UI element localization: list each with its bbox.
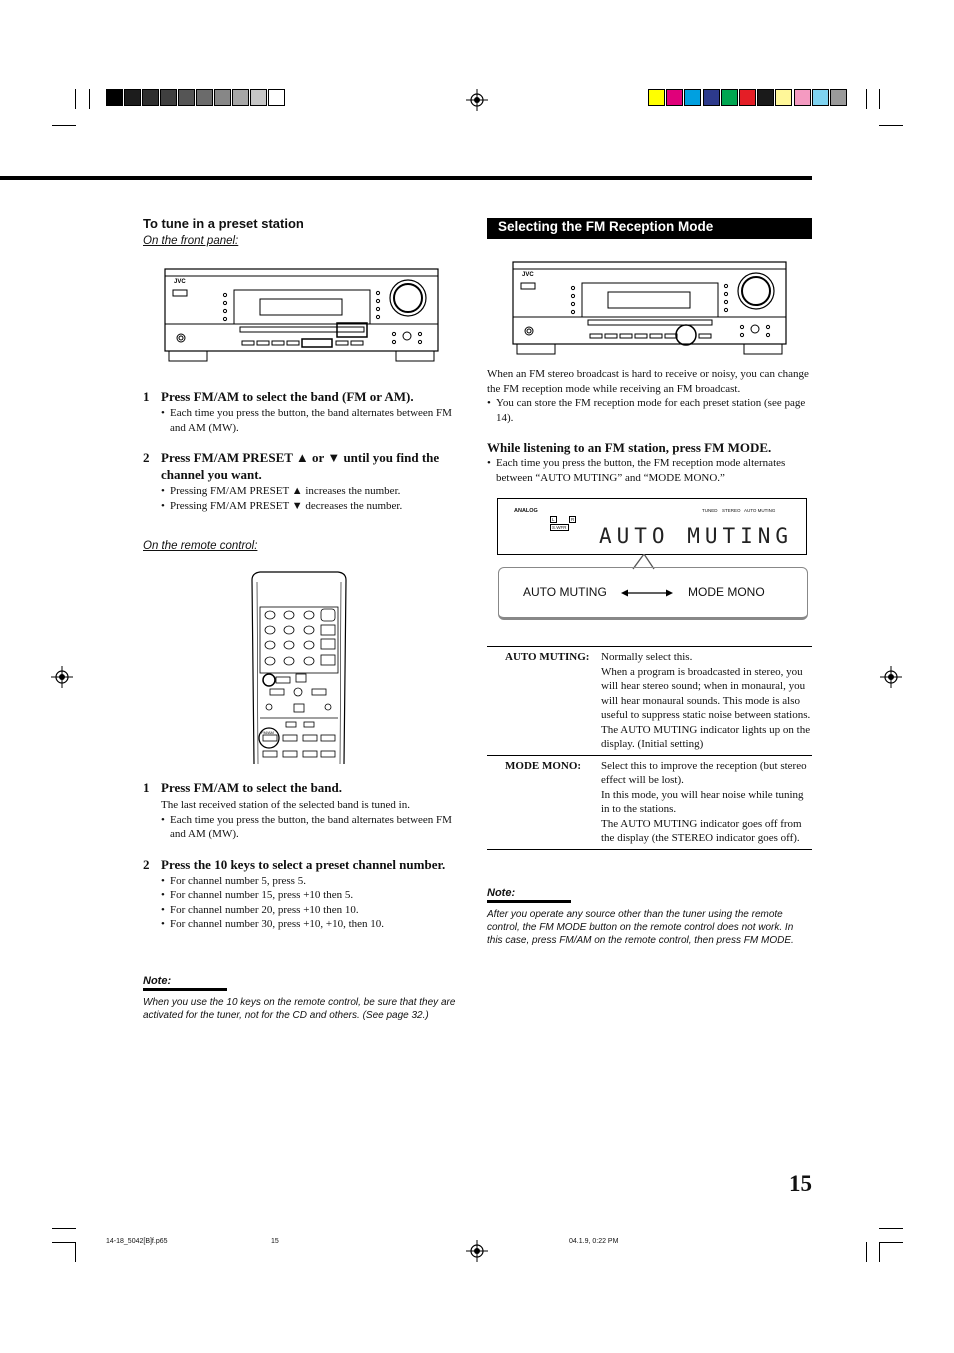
table-desc-line: The AUTO MUTING indicator goes off from the display (the STEREO indicator goes off).	[601, 817, 802, 844]
gray-swatch	[124, 89, 141, 106]
note-text: When you use the 10 keys on the remote control, be sure that they are activated for the tuner, not for the CD and others. (See page 32.)	[143, 997, 456, 1021]
gray-swatch	[106, 89, 123, 106]
l-indicator: L	[552, 517, 555, 522]
gray-swatch	[178, 89, 195, 106]
color-swatch	[721, 89, 738, 106]
note-heading: Note:	[487, 887, 516, 899]
gray-swatch	[250, 89, 267, 106]
brand-logo: JVC	[174, 279, 186, 285]
mode-table	[487, 646, 812, 850]
list-item: • For channel number 15, press +10 then 5.	[161, 888, 468, 903]
step-1	[143, 779, 468, 842]
table-row	[487, 647, 812, 756]
registration-mark-icon	[51, 666, 73, 688]
remote-steps	[143, 779, 468, 932]
list-item: • You can store the FM reception mode for each preset station (see page 14).	[487, 396, 812, 425]
note-box	[143, 975, 463, 1022]
step-number: 2	[143, 450, 150, 465]
r-indicator: R	[571, 517, 575, 522]
section-heading: To tune in a preset station	[143, 216, 304, 231]
registration-mark-icon	[466, 89, 488, 111]
list-item: • Each time you press the button, the FM reception mode alternates between “AUTO MUTING” and “MODE MONO.”	[487, 456, 812, 485]
step-number: 1	[143, 780, 150, 795]
auto-muting-indicator: AUTO MUTING	[744, 508, 776, 513]
brand-logo: JVC	[522, 272, 534, 278]
double-arrow-icon	[621, 588, 673, 598]
registration-mark-icon	[466, 1240, 488, 1262]
mode-toggle-box	[498, 567, 808, 620]
list-item: • For channel number 30, press +10, +10, then 10.	[161, 917, 468, 932]
color-swatch	[812, 89, 829, 106]
color-swatch	[830, 89, 847, 106]
header-rule	[0, 176, 812, 180]
step-title: Press FM/AM to select the band.	[161, 780, 343, 795]
table-term: MODE MONO:	[505, 759, 582, 772]
color-swatch	[757, 89, 774, 106]
remote-control-illustration	[248, 570, 350, 764]
gray-swatch	[232, 89, 249, 106]
step-number: 1	[143, 389, 150, 404]
table-desc-line: Select this to improve the reception (but stereo effect will be lost).	[601, 759, 807, 786]
intro-paragraph: When an FM stereo broadcast is hard to receive or noisy, you can change the FM reception mode while receiving an FM broadcast.	[487, 368, 809, 395]
list-item: • Pressing FM/AM PRESET ▲ increases the number.	[161, 484, 468, 499]
step-2	[143, 856, 468, 932]
toggle-auto-muting-label: AUTO MUTING	[523, 585, 607, 599]
color-swatch	[739, 89, 756, 106]
table-desc-line: In this mode, you will hear noise while tuning in to the stations.	[601, 788, 804, 815]
subwoofer-indicator: S.WFR	[552, 525, 567, 530]
display-main-text: AUTO MUTING	[599, 524, 794, 548]
footer-filename: 14-18_5042[B]f.p65	[106, 1238, 168, 1245]
intro-list	[487, 396, 812, 425]
note-box	[487, 887, 807, 947]
step-title: Press FM/AM to select the band (FM or AM).	[161, 389, 414, 404]
gray-swatch	[268, 89, 285, 106]
analog-indicator: ANALOG	[514, 508, 538, 514]
registration-mark-icon	[880, 666, 902, 688]
step-list	[487, 456, 812, 485]
toggle-mode-mono-label: MODE MONO	[688, 585, 765, 599]
footer-date: 04.1.9, 0:22 PM	[569, 1238, 619, 1245]
receiver-front-panel-illustration	[512, 261, 788, 357]
color-swatch	[794, 89, 811, 106]
table-desc-line: The AUTO MUTING indicator lights up on the display. (Initial setting)	[601, 723, 811, 750]
note-heading: Note:	[143, 975, 172, 987]
step-title: While listening to an FM station, press FM MODE.	[487, 440, 772, 455]
front-panel-label: On the front panel:	[143, 235, 239, 247]
table-row	[487, 756, 812, 850]
color-swatch	[666, 89, 683, 106]
list-item: • For channel number 5, press 5.	[161, 874, 468, 889]
remote-control-label: On the remote control:	[143, 540, 258, 552]
step-text: The last received station of the selected band is tuned in.	[161, 799, 410, 811]
note-underline	[487, 900, 571, 903]
section-title-bar: Selecting the FM Reception Mode	[487, 218, 812, 239]
list-item: • Each time you press the button, the band alternates between FM and AM (MW).	[161, 406, 468, 435]
table-desc-line: When a program is broadcasted in stereo, you will hear stereo sound; when in monaural, you will hear monaural sounds. This mode is also useful to suppress static noise between stations.	[601, 665, 811, 721]
front-panel-steps	[143, 388, 468, 513]
step-1	[143, 388, 468, 435]
step-title: Press the 10 keys to select a preset channel number.	[161, 856, 446, 872]
gray-swatch	[142, 89, 159, 106]
receiver-front-panel-illustration	[164, 268, 440, 364]
footer-page: 15	[271, 1238, 279, 1245]
list-item: • Each time you press the button, the band alternates between FM and AM (MW).	[161, 813, 468, 842]
note-text: After you operate any source other than the tuner using the remote control, the FM MODE button on the remote control does not work. In this case, press FM/AM on the remote control, then press FM MODE.	[487, 909, 794, 946]
step-title: Press FM/AM PRESET ▲ or ▼ until you find the channel you want.	[161, 450, 440, 482]
list-item: • Pressing FM/AM PRESET ▼ decreases the number.	[161, 499, 468, 514]
color-swatch	[684, 89, 701, 106]
step-2	[143, 449, 468, 513]
table-desc-line: Normally select this.	[601, 651, 693, 663]
stereo-indicator: STEREO	[722, 508, 741, 513]
gray-swatch	[196, 89, 213, 106]
step-number: 2	[143, 856, 150, 872]
color-swatch	[648, 89, 665, 106]
gray-swatch	[160, 89, 177, 106]
table-term: AUTO MUTING:	[505, 651, 590, 663]
gray-swatch	[214, 89, 231, 106]
color-swatch	[775, 89, 792, 106]
page-number: 15	[789, 1171, 812, 1196]
display-panel	[497, 498, 807, 555]
tuned-indicator: TUNED	[702, 508, 718, 513]
note-underline	[143, 988, 227, 991]
remote-fmam-label: FM/AM	[261, 730, 274, 735]
list-item: • For channel number 20, press +10 then 10.	[161, 903, 468, 918]
color-swatch	[703, 89, 720, 106]
